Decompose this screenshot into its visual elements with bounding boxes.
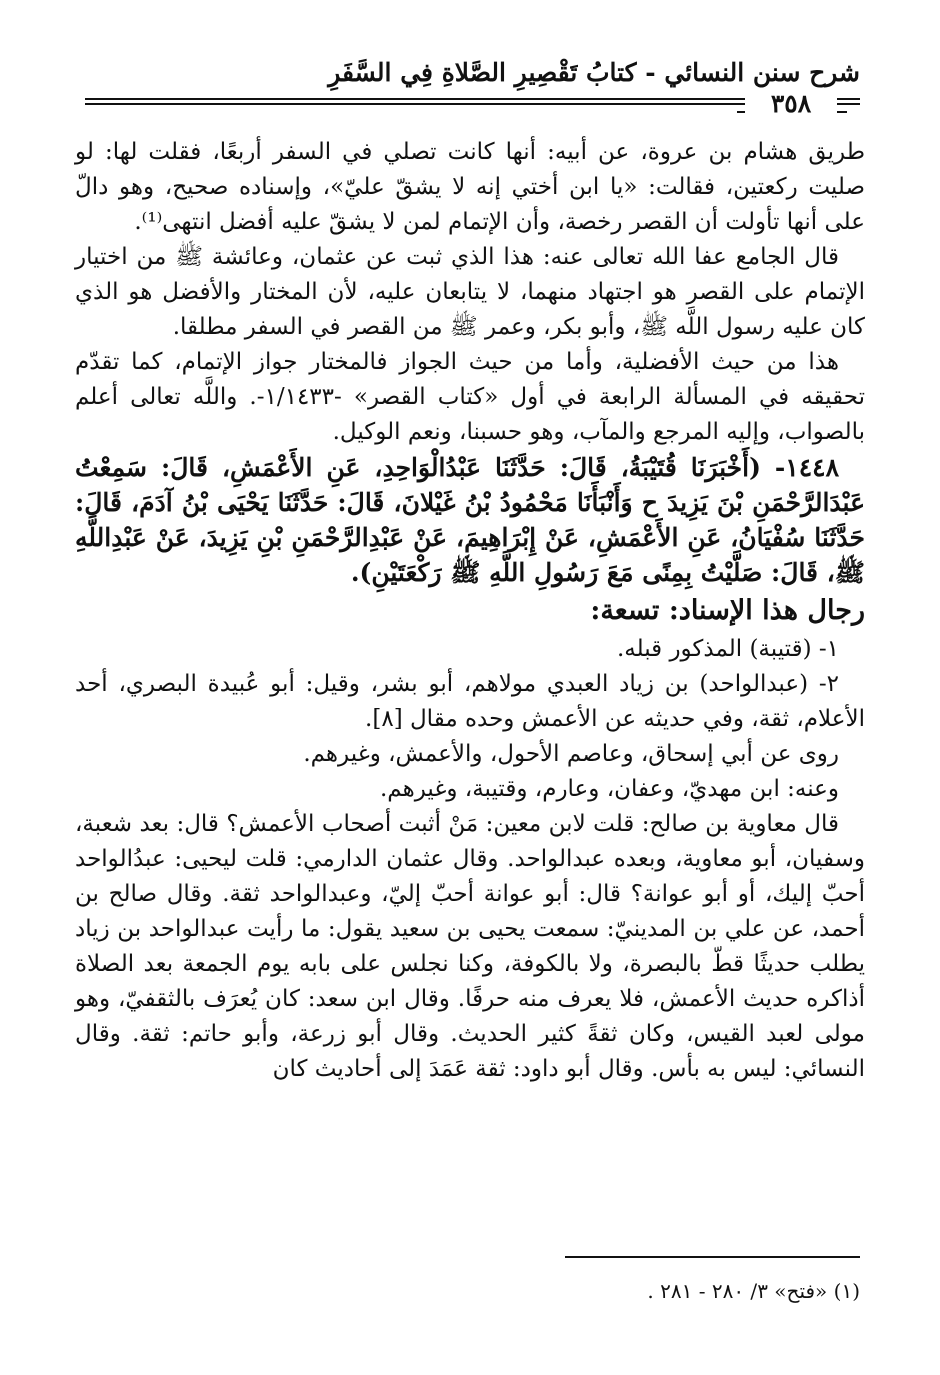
paragraph: هذا من حيث الأفضلية، وأما من حيث الجواز فالمختار جواز الإتمام، كما تقدّم تحقيقه في المسألة الرابعة في أول «كتاب القصر» -١/١٤٣٣-. واللَّه تعالى أعلم بالصواب، وإليه المرجع والمآب، وهو حسبنا، ونعم الوكيل. bbox=[75, 349, 865, 445]
narrator-item: وعنه: ابن مهديّ، وعفان، وعارم، وقتيبة، وغيرهم. bbox=[379, 776, 839, 802]
hadith-text: ١٤٤٨- (أَخْبَرَنَا قُتَيْبَةُ، قَالَ: حَدَّثَنَا عَبْدُالْوَاحِدِ، عَنِ الأَعْمَشِ، قَالَ: سَمِعْتُ عَبْدَالرَّحْمَنِ بْنَ يَزِيدَ ح وَأَنْبَأَنَا مَحْمُودُ بْنُ غَيْلانَ، قَالَ: حَدَّثَنَا يَحْيَى بْنُ آدَمَ، قَالَ: حَدَّثَنَا سُفْيَانُ، عَنِ الأَعْمَشِ، عَنْ إِبْرَاهِيمَ، عَنْ عَبْدِالرَّحْمَنِ بْنِ يَزِيدَ، عَنْ عَبْدِاللَّهِ ﷺ، قَالَ: صَلَّيْتُ بِمِنًى مَعَ رَسُولِ اللَّهِ ﷺ رَكْعَتَيْنِ). bbox=[75, 453, 865, 587]
footnote-rule bbox=[565, 1256, 860, 1258]
header-title: شرح سنن النسائي - كتابُ تَقْصِيرِ الصَّلاةِ فِي السَّفَرِ bbox=[328, 58, 860, 87]
narrator-item: ١- (قتيبة) المذكور قبله. bbox=[616, 636, 839, 662]
page-number: ٣٥٨ bbox=[745, 90, 837, 118]
paragraph: قال معاوية بن صالح: قلت لابن معين: مَنْ أثبت أصحاب الأعمش؟ قال: بعد شعبة، وسفيان، أبو معاوية، وبعده عبدالواحد. وقال عثمان الدارمي: قلت ليحيى: عبدُالواحد أحبّ إليك، أو أبو عوانة؟ قال: أبو عوانة أحبّ إليّ، وعبدالواحد ثقة. وقال صالح بن أحمد، عن علي بن المدينيّ: سمعت يحيى بن سعيد يقول: ما رأيت عبدالواحد بن زياد يطلب حديثًا قطّ بالبصرة، ولا بالكوفة، وكنا نجلس على بابه يوم الجمعة بعد الصلاة أذاكره حديث الأعمش، فلا يعرف منه حرفًا. وقال ابن سعد: كان يُعرَف بالثقفيّ، وهو مولى لعبد القيس، وكان ثقةً كثير الحديث. وقال أبو زرعة، وأبو حاتم: ثقة. وقال النسائي: ليس به بأس. وقال أبو داود: ثقة عَمَدَ إلى أحاديث كان bbox=[75, 811, 865, 1082]
running-header bbox=[85, 58, 860, 98]
footnote: (١) «فتح» ٣/ ٢٨٠ - ٢٨١ . bbox=[647, 1279, 860, 1303]
narrator-item: روى عن أبي إسحاق، وعاصم الأحول، والأعمش، وغيرهم. bbox=[303, 741, 839, 767]
narrator-item: ٢- (عبدالواحد) بن زياد العبدي مولاهم، أبو بشر، وقيل: أبو عُبيدة البصري، أحد الأعلام، ثقة، وفي حديثه عن الأعمش وحده مقال [٨]. bbox=[75, 671, 865, 732]
paragraph: قال الجامع عفا الله تعالى عنه: هذا الذي ثبت عن عثمان، وعائشة ﷺ من اختيار الإتمام على القصر هو اجتهاد منهما، لا يتابعان عليه، لأن المختار والأفضل هو الذي كان عليه رسول اللَّه ﷺ، وأبو بكر، وعمر ﷺ من القصر في السفر مطلقا. bbox=[75, 244, 865, 340]
main-text bbox=[75, 135, 865, 1087]
section-heading: رجال هذا الإسناد: تسعة: bbox=[590, 595, 865, 626]
paragraph: طريق هشام بن عروة، عن أبيه: أنها كانت تصلي في السفر أربعًا، فقلت لها: لو صليت ركعتين، فقالت: «يا ابن أختي إنه لا يشقّ عليّ»، وإسناده صحيح، وهو دالّ على أنها تأولت أن القصر رخصة، وأن الإتمام لمن لا يشقّ عليه أفضل انتهى⁽¹⁾. bbox=[75, 139, 865, 235]
